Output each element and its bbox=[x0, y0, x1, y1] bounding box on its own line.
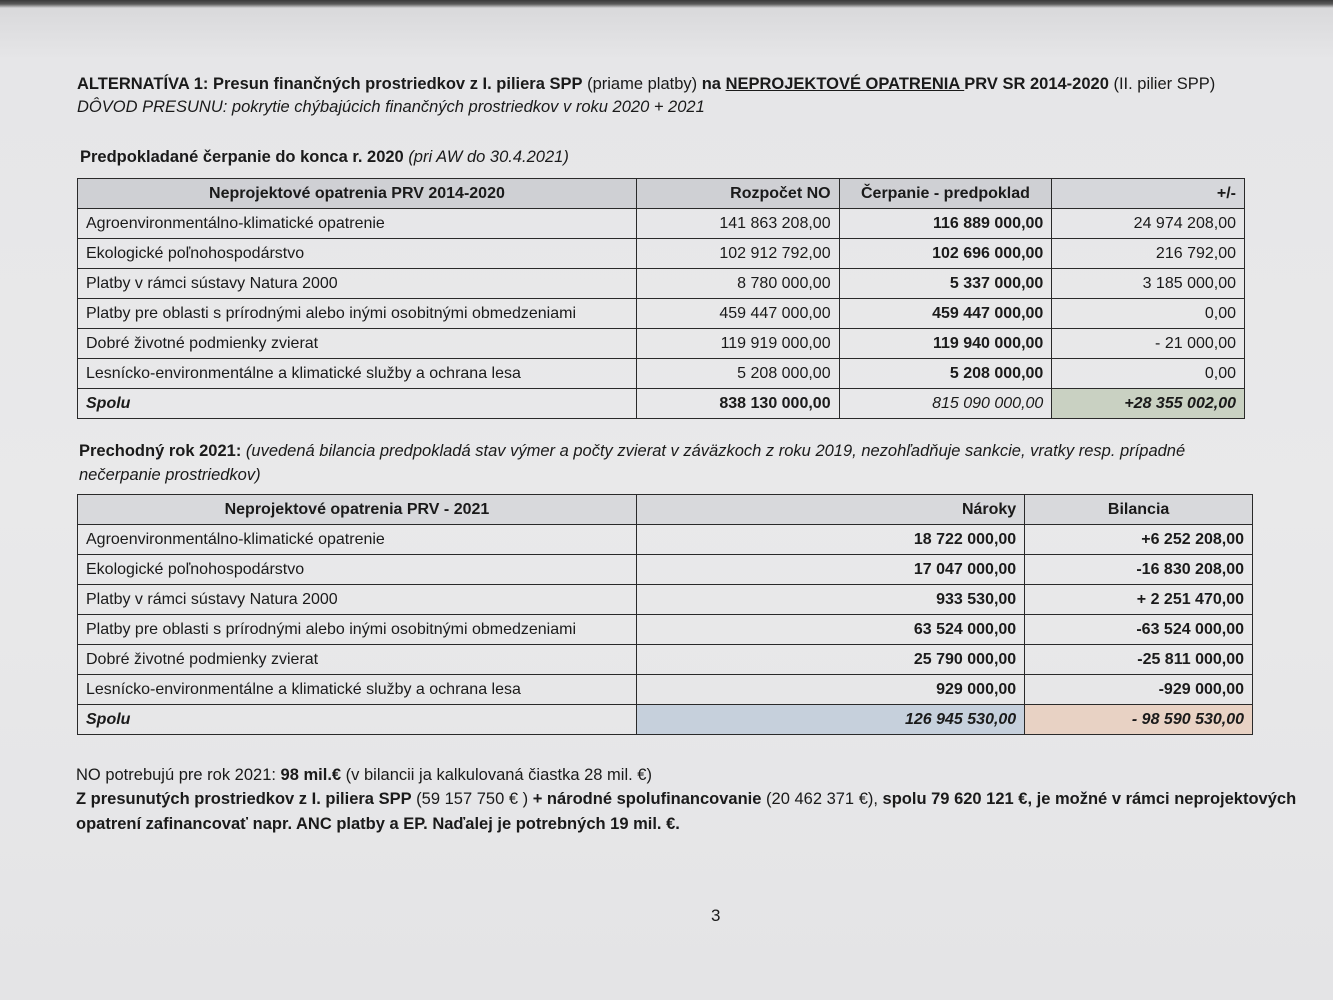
table-row bbox=[78, 675, 1253, 705]
table-header-row bbox=[78, 179, 1245, 209]
footer-amount: (59 157 750 € ) bbox=[411, 790, 533, 808]
column-header: +/- bbox=[1052, 179, 1245, 209]
reason-text: DÔVOD PRESUNU: pokrytie chýbajúcich finančných prostriedkov v roku 2020 + 2021 bbox=[77, 98, 705, 116]
title-text: na bbox=[701, 75, 726, 93]
drawdown-value: 5 337 000,00 bbox=[839, 269, 1052, 299]
claims-value: 63 524 000,00 bbox=[636, 615, 1024, 645]
measure-name: Dobré životné podmienky zvierat bbox=[78, 329, 637, 359]
total-claims: 126 945 530,00 bbox=[636, 705, 1024, 735]
table-total-row bbox=[78, 389, 1245, 419]
section2-heading-note: (uvedená bilancia predpokladá stav výmer a počty zvierat v záväzkoch z roku 2019, nezohľadňuje sankcie, vratky resp. prípadné bbox=[245, 442, 1186, 460]
document-title bbox=[77, 75, 1215, 94]
difference-value: 216 792,00 bbox=[1052, 239, 1245, 269]
difference-value: - 21 000,00 bbox=[1052, 329, 1245, 359]
table-row bbox=[78, 645, 1253, 675]
column-header: Neprojektové opatrenia PRV - 2021 bbox=[78, 495, 637, 525]
difference-value: 0,00 bbox=[1052, 299, 1245, 329]
table-row bbox=[78, 525, 1253, 555]
measure-name: Lesnícko-environmentálne a klimatické služby a ochrana lesa bbox=[78, 359, 637, 389]
title-text: PRV SR 2014-2020 bbox=[964, 75, 1109, 93]
measure-name: Dobré životné podmienky zvierat bbox=[78, 645, 637, 675]
table-row bbox=[78, 269, 1245, 299]
section1-heading-text: Predpokladané čerpanie do konca r. 2020 bbox=[80, 148, 409, 166]
claims-value: 17 047 000,00 bbox=[636, 555, 1024, 585]
measure-name: Lesnícko-environmentálne a klimatické služby a ochrana lesa bbox=[78, 675, 637, 705]
measure-name: Platby v rámci sústavy Natura 2000 bbox=[78, 269, 637, 299]
footer-text: (v bilancii ja kalkulovaná čiastka 28 mil. €) bbox=[341, 766, 652, 784]
title-text: ALTERNATÍVA 1: Presun finančných prostriedkov z I. piliera SPP bbox=[77, 75, 583, 93]
total-label: Spolu bbox=[78, 389, 637, 419]
section1-heading bbox=[80, 148, 569, 167]
drawdown-value: 102 696 000,00 bbox=[839, 239, 1052, 269]
title-underlined: NEPROJEKTOVÉ OPATRENIA bbox=[725, 75, 965, 93]
difference-value: 24 974 208,00 bbox=[1052, 209, 1245, 239]
table-row bbox=[78, 329, 1245, 359]
column-header: Nároky bbox=[636, 495, 1024, 525]
table-header-row bbox=[78, 495, 1253, 525]
total-label: Spolu bbox=[78, 705, 637, 735]
measure-name: Ekologické poľnohospodárstvo bbox=[78, 555, 637, 585]
measure-name: Platby v rámci sústavy Natura 2000 bbox=[78, 585, 637, 615]
measure-name: Agroenvironmentálno-klimatické opatrenie bbox=[78, 209, 637, 239]
column-header: Bilancia bbox=[1025, 495, 1253, 525]
balance-value: + 2 251 470,00 bbox=[1025, 585, 1253, 615]
footer-amount: (20 462 371 €), bbox=[761, 790, 883, 808]
column-header: Neprojektové opatrenia PRV 2014-2020 bbox=[78, 179, 637, 209]
footer-text: Z presunutých prostriedkov z I. piliera SPP bbox=[76, 790, 412, 808]
balance-value: -16 830 208,00 bbox=[1025, 555, 1253, 585]
drawdown-value: 5 208 000,00 bbox=[839, 359, 1052, 389]
balance-value: -25 811 000,00 bbox=[1025, 645, 1253, 675]
table-2021 bbox=[77, 494, 1253, 735]
budget-value: 459 447 000,00 bbox=[636, 299, 839, 329]
footer-line-2 bbox=[76, 790, 1296, 809]
difference-value: 0,00 bbox=[1052, 359, 1245, 389]
table-row bbox=[78, 585, 1253, 615]
measure-name: Agroenvironmentálno-klimatické opatrenie bbox=[78, 525, 637, 555]
table-row bbox=[78, 209, 1245, 239]
column-header: Čerpanie - predpoklad bbox=[839, 179, 1052, 209]
footer-text: spolu 79 620 121 €, je možné v rámci neprojektových bbox=[882, 790, 1297, 808]
measure-name: Platby pre oblasti s prírodnými alebo inými osobitnými obmedzeniami bbox=[78, 615, 637, 645]
drawdown-value: 119 940 000,00 bbox=[839, 329, 1052, 359]
total-balance: - 98 590 530,00 bbox=[1025, 705, 1253, 735]
section2-heading-note-cont: nečerpanie prostriedkov) bbox=[79, 466, 261, 484]
measure-name: Platby pre oblasti s prírodnými alebo inými osobitnými obmedzeniami bbox=[78, 299, 637, 329]
total-difference: +28 355 002,00 bbox=[1052, 389, 1245, 419]
measure-name: Ekologické poľnohospodárstvo bbox=[78, 239, 637, 269]
balance-value: -63 524 000,00 bbox=[1025, 615, 1253, 645]
claims-value: 25 790 000,00 bbox=[636, 645, 1024, 675]
section2-heading bbox=[79, 442, 1185, 461]
claims-value: 933 530,00 bbox=[636, 585, 1024, 615]
table-row bbox=[78, 555, 1253, 585]
table-row bbox=[78, 299, 1245, 329]
drawdown-value: 116 889 000,00 bbox=[839, 209, 1052, 239]
table-row bbox=[78, 615, 1253, 645]
budget-value: 119 919 000,00 bbox=[636, 329, 839, 359]
table-total-row bbox=[78, 705, 1253, 735]
table-2020 bbox=[77, 178, 1245, 419]
title-note: (priame platby) bbox=[582, 75, 702, 93]
budget-value: 141 863 208,00 bbox=[636, 209, 839, 239]
footer-text: NO potrebujú pre rok 2021: bbox=[76, 766, 281, 784]
table-row bbox=[78, 359, 1245, 389]
title-note: (II. pilier SPP) bbox=[1108, 75, 1216, 93]
claims-value: 18 722 000,00 bbox=[636, 525, 1024, 555]
difference-value: 3 185 000,00 bbox=[1052, 269, 1245, 299]
footer-line-1 bbox=[76, 766, 652, 785]
section2-heading-text: Prechodný rok 2021: bbox=[79, 442, 246, 460]
balance-value: +6 252 208,00 bbox=[1025, 525, 1253, 555]
total-budget: 838 130 000,00 bbox=[636, 389, 839, 419]
footer-line-3: opatrení zafinancovať napr. ANC platby a EP. Naďalej je potrebných 19 mil. €. bbox=[76, 815, 680, 833]
drawdown-value: 459 447 000,00 bbox=[839, 299, 1052, 329]
footer-text: + národné spolufinancovanie bbox=[532, 790, 762, 808]
total-drawdown: 815 090 000,00 bbox=[839, 389, 1052, 419]
balance-value: -929 000,00 bbox=[1025, 675, 1253, 705]
budget-value: 8 780 000,00 bbox=[636, 269, 839, 299]
section1-heading-note: (pri AW do 30.4.2021) bbox=[408, 148, 569, 166]
column-header: Rozpočet NO bbox=[636, 179, 839, 209]
budget-value: 102 912 792,00 bbox=[636, 239, 839, 269]
table-row bbox=[78, 239, 1245, 269]
page-number: 3 bbox=[711, 906, 721, 925]
claims-value: 929 000,00 bbox=[636, 675, 1024, 705]
footer-amount: 98 mil.€ bbox=[280, 766, 342, 784]
budget-value: 5 208 000,00 bbox=[636, 359, 839, 389]
